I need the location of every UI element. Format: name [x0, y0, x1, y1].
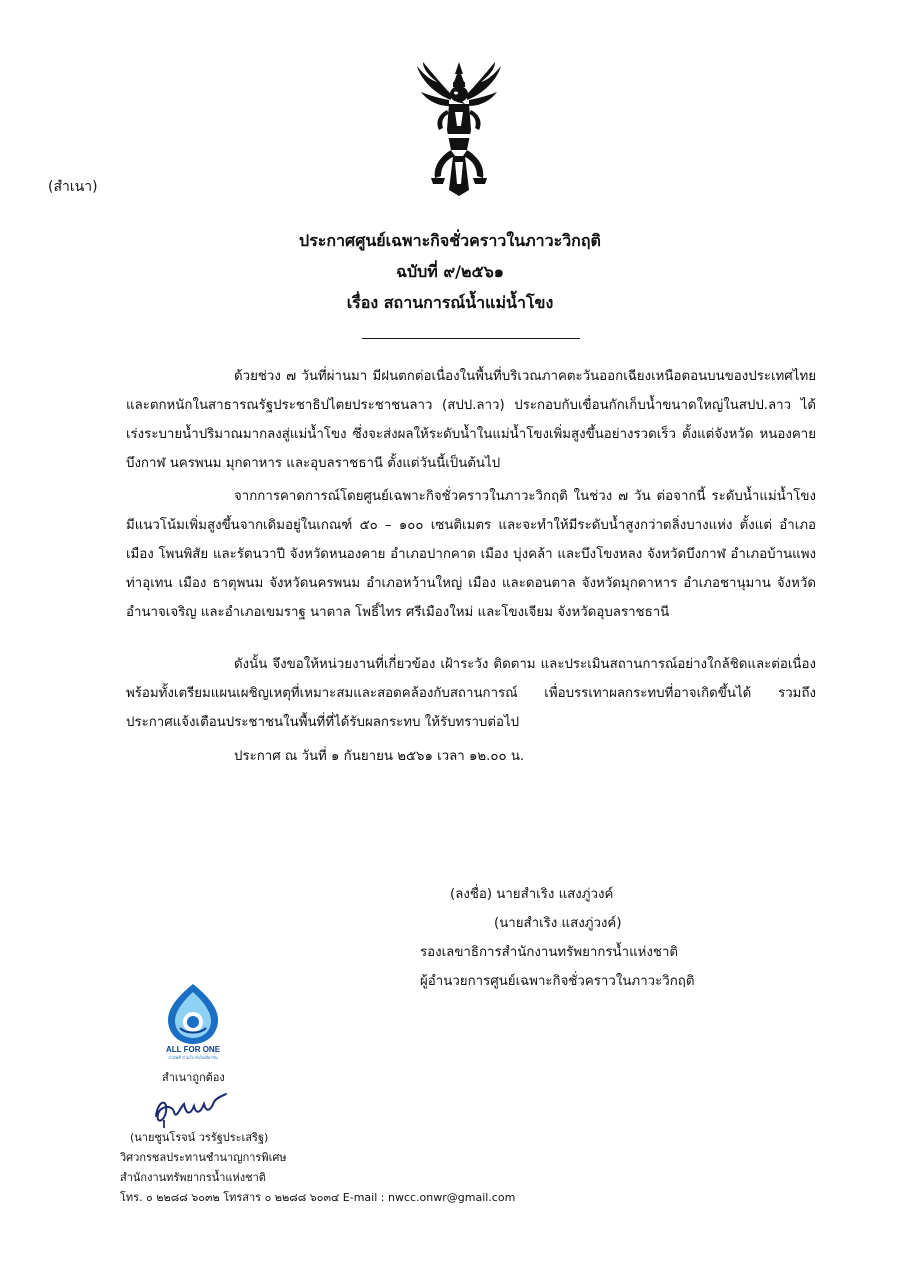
- issue-number: ฉบับที่ ๙/๒๕๖๑: [396, 262, 504, 281]
- body-paragraph: [126, 650, 816, 737]
- all-for-one-logo-icon: [158, 982, 228, 1060]
- paragraph-text: ด้วยช่วง ๗ วันที่ผ่านมา มีฝนตกต่อเนื่องในพื้นที่บริเวณภาคตะวันออกเฉียงเหนือตอนบนของประเทศไทยและตกหนักในสาธารณรัฐประชาธิปไตยประชาชนลาว (สปป.ลาว) ประกอบกับเขื่อนกักเก็บน้ำขนาดใหญ่ในสปป.ลาว ได้เร่งระบายน้ำปริมาณมากลงสู่แม่น้ำโขง ซึ่งจะส่งผลให้ระดับน้ำในแม่น้ำโขงเพิ่มสูงขึ้นอย่างรวดเร็ว ตั้งแต่จังหวัด หนองคาย บึงกาฬ นครพนม มุกดาหาร และอุบลราชธานี ตั้งแต่วันนี้เป็นต้นไป: [126, 369, 816, 471]
- svg-text:สามัคคี สามใจ ดั่งใจเดียวกัน: สามัคคี สามใจ ดั่งใจเดียวกัน: [168, 1055, 218, 1060]
- announcement-heading: ประกาศศูนย์เฉพาะกิจชั่วคราวในภาวะวิกฤติ: [299, 231, 601, 250]
- document-title: [0, 225, 900, 318]
- certifier-name: (นายชูนโรจน์ วรรัฐประเสริฐ): [130, 1131, 269, 1144]
- garuda-emblem-icon: [413, 60, 505, 198]
- subject-line: เรื่อง สถานการณ์น้ำแม่น้ำโขง: [346, 293, 554, 312]
- certifier-office: สำนักงานทรัพยากรน้ำแห่งชาติ: [120, 1171, 266, 1184]
- body-paragraph: [126, 482, 816, 627]
- copy-mark: (สำเนา): [48, 179, 98, 195]
- certifier-position: วิศวกรชลประทานชำนาญการพิเศษ: [120, 1151, 287, 1164]
- paragraph-text: จากการคาดการณ์โดยศูนย์เฉพาะกิจชั่วคราวในภาวะวิกฤติ ในช่วง ๗ วัน ต่อจากนี้ ระดับน้ำแม่น้ำโขงมีแนวโน้มเพิ่มสูงขึ้นจากเดิมอยู่ในเกณฑ์ ๕๐ – ๑๐๐ เซนติเมตร และจะทำให้มีระดับน้ำสูงกว่าตลิ่งบางแห่ง ตั้งแต่ อำเภอเมือง โพนพิสัย และรัตนวาปี จังหวัดหนองคาย อำเภอปากคาด เมือง บุ่งคล้า และบึงโขงหลง จังหวัดบึงกาฬ อำเภอบ้านแพง ท่าอุเทน เมือง ธาตุพนม จังหวัดนครพนม อำเภอหว้านใหญ่ เมือง และดอนตาล จังหวัดมุกดาหาร อำเภอชานุมาน จังหวัดอำนาจเจริญ และอำเภอเขมราฐ นาตาล โพธิ์ไทร ศรีเมืองใหม่ และโขงเจียม จังหวัดอุบลราชธานี: [126, 489, 816, 620]
- body-paragraph: [126, 362, 816, 478]
- certified-copy-label: สำเนาถูกต้อง: [162, 1071, 225, 1084]
- certification-footer: [120, 1128, 515, 1208]
- paragraph-text: ดังนั้น จึงขอให้หน่วยงานที่เกี่ยวข้อง เฝ้าระวัง ติดตาม และประเมินสถานการณ์อย่างใกล้ชิดและต่อเนื่อง พร้อมทั้งเตรียมแผนเผชิญเหตุที่เหมาะสมและสอดคล้องกับสถานการณ์ เพื่อบรรเทาผลกระทบที่อาจเกิดขึ้นได้ รวมถึงประกาศแจ้งเตือนประชาชนในพื้นที่ที่ได้รับผลกระทบ ให้รับทราบต่อไป: [126, 657, 816, 730]
- title-underline: [362, 338, 580, 339]
- signature-block: [420, 880, 694, 996]
- signer-position-2: ผู้อำนวยการศูนย์เฉพาะกิจชั่วคราวในภาวะวิกฤติ: [420, 974, 695, 989]
- contact-info: โทร. ๐ ๒๒๘๘ ๖๐๓๒ โทรสาร ๐ ๒๒๘๘ ๖๐๓๔ E-mail : nwcc.onwr@gmail.com: [120, 1191, 516, 1204]
- announcement-date: ประกาศ ณ วันที่ ๑ กันยายน ๒๕๖๑ เวลา ๑๒.๐๐ น.: [234, 749, 525, 764]
- signed-line: (ลงชื่อ) นายสำเริง แสงภู่วงค์: [450, 887, 614, 902]
- svg-text:ALL FOR ONE: ALL FOR ONE: [165, 1045, 221, 1054]
- signer-position-1: รองเลขาธิการสำนักงานทรัพยากรน้ำแห่งชาติ: [420, 945, 679, 960]
- handwritten-signature: [150, 1090, 232, 1128]
- signer-name: (นายสำเริง แสงภู่วงค์): [494, 916, 622, 931]
